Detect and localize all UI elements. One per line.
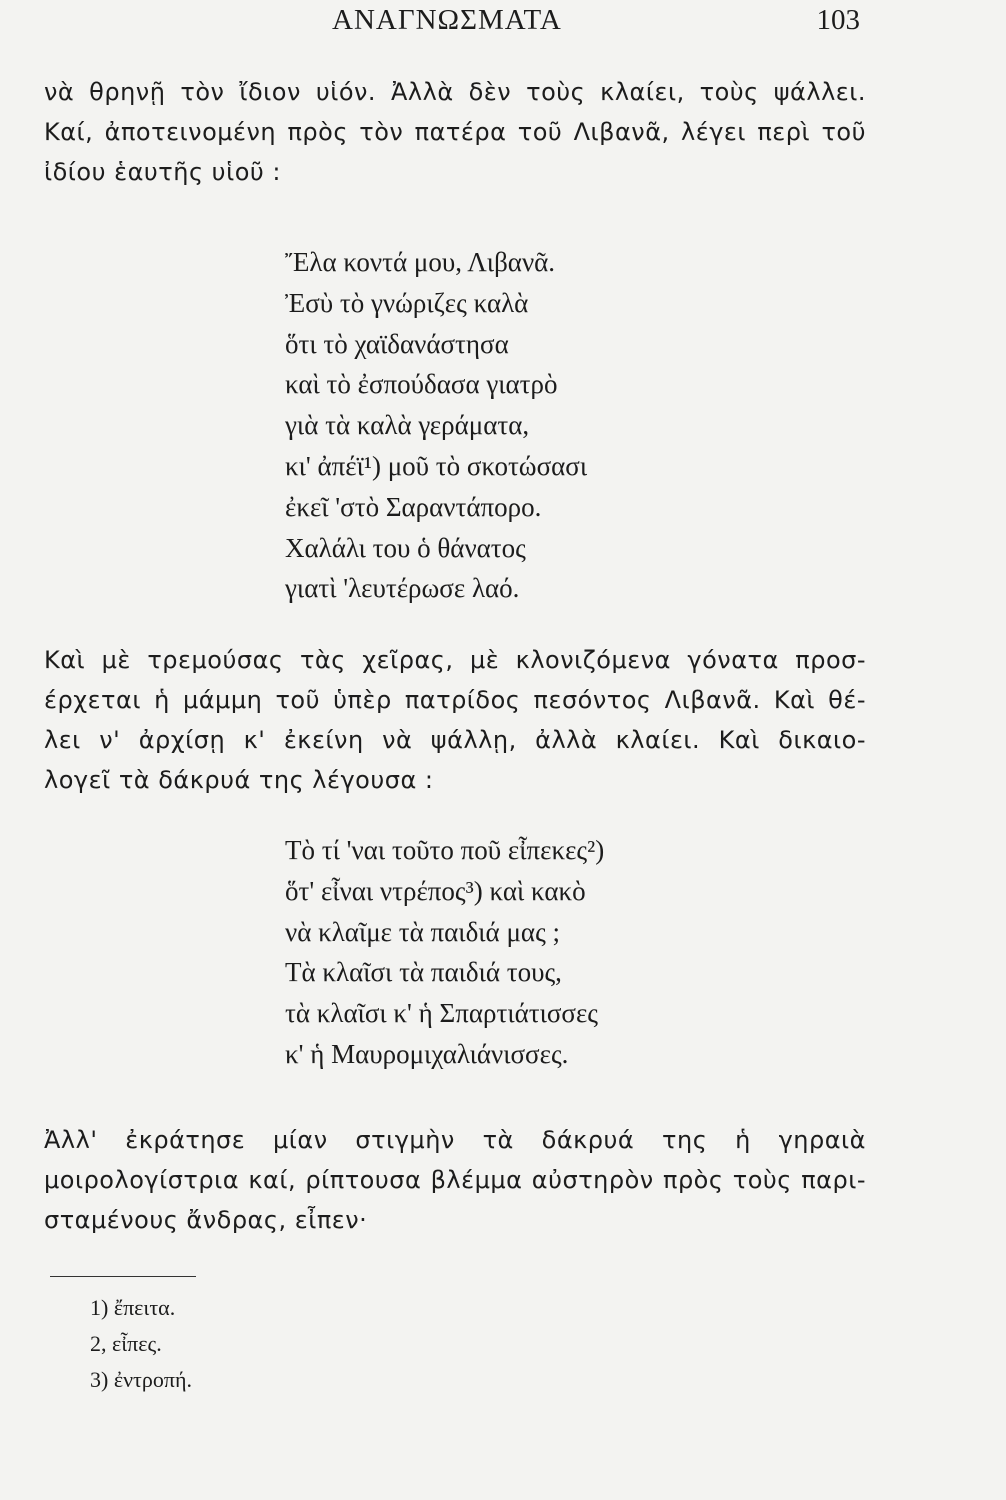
- footnotes: [90, 1290, 192, 1398]
- verse-line: κι' ἀπέϊ¹) μοῦ τὸ σκοτώσασι: [285, 450, 588, 481]
- text-line: Ἀλλ' ἐκράτησε μίαν στιγμὴν τὰ δάκρυά της ἡ γηραιὰ: [44, 1126, 866, 1154]
- footnote: 2, εἶπες.: [90, 1331, 162, 1356]
- verse-line: Ἔλα κοντά μου, Λιβανᾶ.: [285, 247, 556, 277]
- text-line: μοιρολογίστρια καί, ρίπτουσα βλέμμα αὐστηρὸν πρὸς τοὺς παρι-: [44, 1166, 866, 1194]
- page-number: 103: [816, 4, 860, 36]
- verse-line: Τὸ τί 'ναι τοῦτο ποῦ εἶπεκες²): [285, 835, 605, 865]
- verse-line: ὅτι τὸ χαϊδανάστησα: [285, 328, 509, 359]
- paragraph-1: [44, 72, 866, 192]
- footnote: 3) ἐντροπή.: [90, 1367, 192, 1392]
- verse-line: καὶ τὸ ἐσπούδασα γιατρὸ: [285, 369, 558, 400]
- verse-line: νὰ κλαῖμε τὰ παιδιά μας ;: [285, 916, 561, 947]
- text-line: ἰδίου ἑαυτῆς υἱοῦ :: [44, 158, 281, 186]
- footnote: 1) ἔπειτα.: [90, 1295, 176, 1320]
- verse-line: γιατὶ 'λευτέρωσε λαό.: [285, 573, 520, 604]
- footnote-divider: [50, 1276, 196, 1277]
- verse-line: Χαλάλι του ὁ θάνατος: [285, 532, 526, 563]
- text-line: Καί, ἀποτεινομένη πρὸς τὸν πατέρα τοῦ Λιβανᾶ, λέγει περὶ τοῦ: [44, 118, 866, 146]
- running-head: [0, 4, 1006, 44]
- verse-line: γιὰ τὰ καλὰ γεράματα,: [285, 410, 530, 441]
- text-line: έρχεται ἡ μάμμη τοῦ ὑπὲρ πατρίδος πεσόντος Λιβανᾶ. Καὶ θέ-: [44, 686, 866, 714]
- paragraph-3: [44, 1120, 866, 1240]
- verse-line: κ' ἡ Μαυρομιχαλιάνισσες.: [285, 1038, 569, 1069]
- running-title: ΑΝΑΓΝΩΣΜΑΤΑ: [332, 4, 562, 36]
- verse-block-2: [285, 830, 604, 1075]
- verse-line: τὰ κλαῖσι κ' ἡ Σπαρτιάτισσες: [285, 998, 598, 1029]
- text-line: Καὶ μὲ τρεμούσας τὰς χεῖρας, μὲ κλονιζόμενα γόνατα προσ-: [44, 646, 866, 674]
- verse-line: ἐκεῖ 'στὸ Σαραντάπορο.: [285, 491, 542, 522]
- text-line: λει ν' ἀρχίσῃ κ' ἐκείνη νὰ ψάλλῃ, ἀλλὰ κλαίει. Καὶ δικαιο-: [44, 726, 866, 754]
- text-line: νὰ θρηνῇ τὸν ἴδιον υἱόν. Ἀλλὰ δὲν τοὺς κλαίει, τοὺς ψάλλει.: [44, 78, 866, 106]
- verse-block-1: [285, 242, 587, 609]
- paragraph-2: [44, 640, 866, 800]
- verse-line: Τὰ κλαῖσι τὰ παιδιά τους,: [285, 957, 562, 988]
- verse-line: ὅτ' εἶναι ντρέπος³) καὶ κακὸ: [285, 875, 586, 906]
- verse-line: Ἐσὺ τὸ γνώριζες καλὰ: [285, 287, 529, 318]
- text-line: λογεῖ τὰ δάκρυά της λέγουσα :: [44, 766, 434, 794]
- text-line: σταμένους ἄνδρας, εἶπεν·: [44, 1206, 368, 1234]
